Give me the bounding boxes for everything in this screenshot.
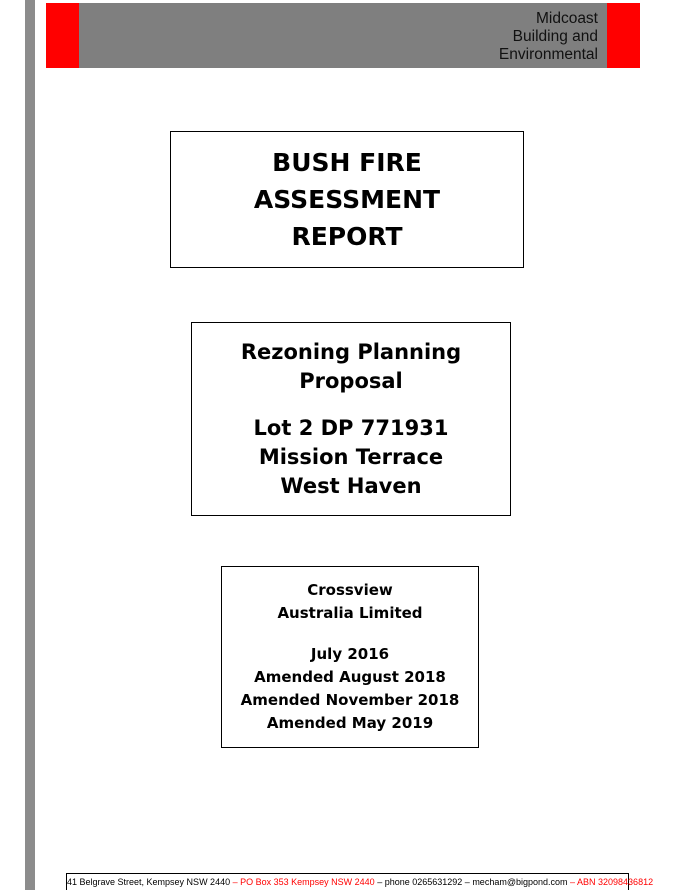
- proposal-type-line2: Proposal: [299, 368, 403, 393]
- footer-separator-2: –: [374, 877, 385, 887]
- proposal-box: [191, 322, 511, 516]
- header-band: [46, 3, 640, 68]
- header-accent-left: [46, 3, 79, 68]
- report-date: July 2016: [310, 645, 390, 663]
- report-title-box: [170, 131, 524, 268]
- footer-address: 41 Belgrave Street, Kempsey NSW 2440: [67, 877, 231, 887]
- footer-separator-4: –: [567, 877, 578, 887]
- header-accent-right: [607, 3, 640, 68]
- footer-separator-1: –: [230, 877, 241, 887]
- footer-email: mecham@bigpond.com: [472, 877, 568, 887]
- page-footer: [66, 873, 654, 890]
- company-name-line1: Midcoast: [535, 10, 598, 27]
- report-title-line2: ASSESSMENT: [253, 185, 441, 214]
- amendment-3: Amended May 2019: [266, 714, 434, 732]
- client-box: [221, 566, 479, 748]
- company-name: [499, 10, 598, 64]
- amendment-2: Amended November 2018: [240, 691, 460, 709]
- property-lot: Lot 2 DP 771931: [253, 415, 449, 440]
- company-name-line3: Environmental: [498, 46, 598, 63]
- proposal-type-line1: Rezoning Planning: [240, 339, 462, 364]
- footer-separator-3: –: [462, 877, 473, 887]
- footer-phone: phone 0265631292: [384, 877, 463, 887]
- company-name-line2: Building and: [512, 28, 598, 45]
- client-name-line1: Crossview: [307, 581, 393, 599]
- property-suburb: West Haven: [280, 473, 422, 498]
- footer-po-box: PO Box 353 Kempsey NSW 2440: [240, 877, 375, 887]
- property-street: Mission Terrace: [258, 444, 444, 469]
- footer-abn: ABN 32098436812: [577, 877, 654, 887]
- report-title-line3: REPORT: [291, 222, 403, 251]
- client-name-line2: Australia Limited: [277, 604, 423, 622]
- left-margin-bar: [25, 0, 35, 890]
- report-title-line1: BUSH FIRE: [272, 148, 422, 177]
- amendment-1: Amended August 2018: [254, 668, 446, 686]
